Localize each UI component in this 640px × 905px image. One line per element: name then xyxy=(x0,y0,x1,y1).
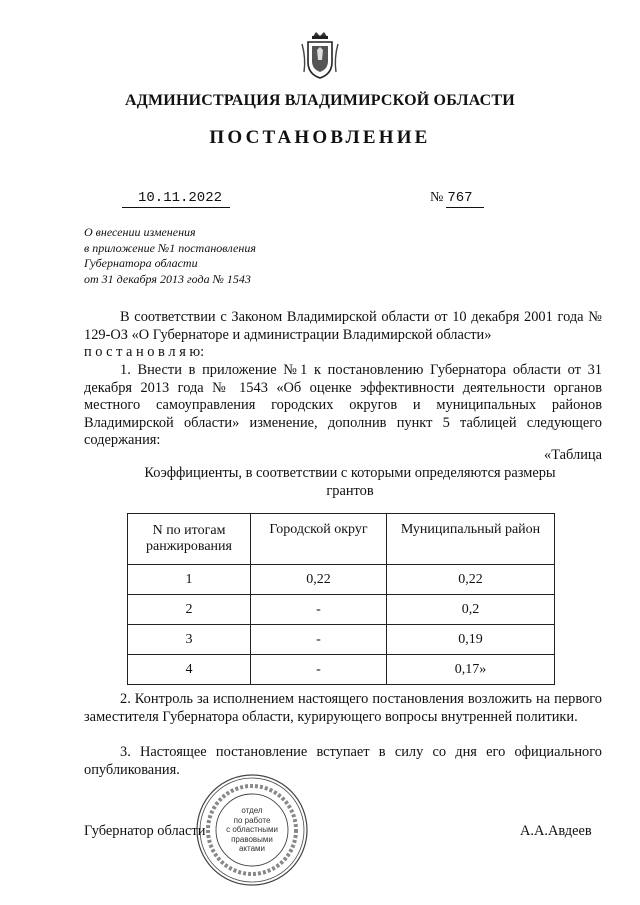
stamp-line: по работе xyxy=(233,815,271,825)
item-2-paragraph: 2. Контроль за исполнением настоящего постановления возложить на первого заместителя Губернатора области, курирующего вопросы внутренней политики. xyxy=(84,691,602,725)
document-subject xyxy=(84,225,256,287)
header-cell: Городской округ xyxy=(251,514,387,565)
signatory-name: А.А.Авдеев xyxy=(520,823,592,839)
stamp-line: с областными xyxy=(226,825,278,834)
table-cell: - xyxy=(251,655,387,685)
table-cell: 0,22 xyxy=(387,565,555,595)
grants-table xyxy=(127,513,555,685)
table-cell: 0,2 xyxy=(387,595,555,625)
item-3-paragraph: 3. Настоящее постановление вступает в силу со дня его официального опубликования. xyxy=(84,744,602,778)
intro-paragraph: В соответствии с Законом Владимирской области от 10 декабря 2001 года № 129-ОЗ «О Губернаторе и администрации Владимирской области» xyxy=(84,309,602,343)
table-caption-line: грантов xyxy=(326,482,374,499)
subject-line: от 31 декабря 2013 года № 1543 xyxy=(84,271,251,286)
stamp-center-text xyxy=(222,806,282,854)
table-header-row xyxy=(128,514,555,565)
table-cell: 0,22 xyxy=(251,565,387,595)
table-caption xyxy=(130,465,570,500)
table-row xyxy=(128,625,555,655)
document-date: 10.11.2022 xyxy=(138,190,223,206)
item-1-paragraph: 1. Внести в приложение №1 к постановлению Губернатора области от 31 декабря 2013 года № 1543 «Об оценке эффективности деятельности органов местного самоуправления городских округов и муниципальных районов Владимирской области» изменение, дополнив пункт 5 таблицей следующего содержания: xyxy=(84,362,602,448)
table-cell: 0,19 xyxy=(387,625,555,655)
number-underline xyxy=(446,207,484,208)
table-row xyxy=(128,595,555,625)
signatory-position: Губернатор области xyxy=(84,823,206,839)
table-caption-line: Коэффициенты, в соответствии с которыми определяются размеры xyxy=(144,465,556,481)
table-cell: - xyxy=(251,625,387,655)
stamp-line: отдел xyxy=(241,806,263,815)
number-value: 767 xyxy=(447,190,473,206)
subject-line: в приложение №1 постановления xyxy=(84,240,256,255)
table-row xyxy=(128,655,555,685)
table-label: «Таблица xyxy=(544,447,602,463)
table-cell: 1 xyxy=(128,565,251,595)
coat-of-arms-emblem xyxy=(300,28,340,82)
decree-word: п о с т а н о в л я ю: xyxy=(84,344,205,360)
table-row xyxy=(128,565,555,595)
organization-title: АДМИНИСТРАЦИЯ ВЛАДИМИРСКОЙ ОБЛАСТИ xyxy=(125,92,515,109)
date-underline xyxy=(122,207,230,208)
stamp-line: актами xyxy=(238,844,266,853)
table-cell: 0,17» xyxy=(387,655,555,685)
header-cell: Муниципальный район xyxy=(387,514,555,565)
subject-line: Губернатора области xyxy=(84,256,198,270)
subject-line: О внесении изменения xyxy=(84,225,196,239)
table-cell: 4 xyxy=(128,655,251,685)
number-prefix: № xyxy=(430,190,444,205)
stamp-line: правовыми xyxy=(231,834,273,844)
table-cell: - xyxy=(251,595,387,625)
document-number xyxy=(430,190,473,206)
official-stamp xyxy=(194,772,310,888)
table-cell: 3 xyxy=(128,625,251,655)
document-type-title: ПОСТАНОВЛЕНИЕ xyxy=(209,127,431,148)
table-cell: 2 xyxy=(128,595,251,625)
header-cell: N по итогам ранжирования xyxy=(128,514,251,565)
